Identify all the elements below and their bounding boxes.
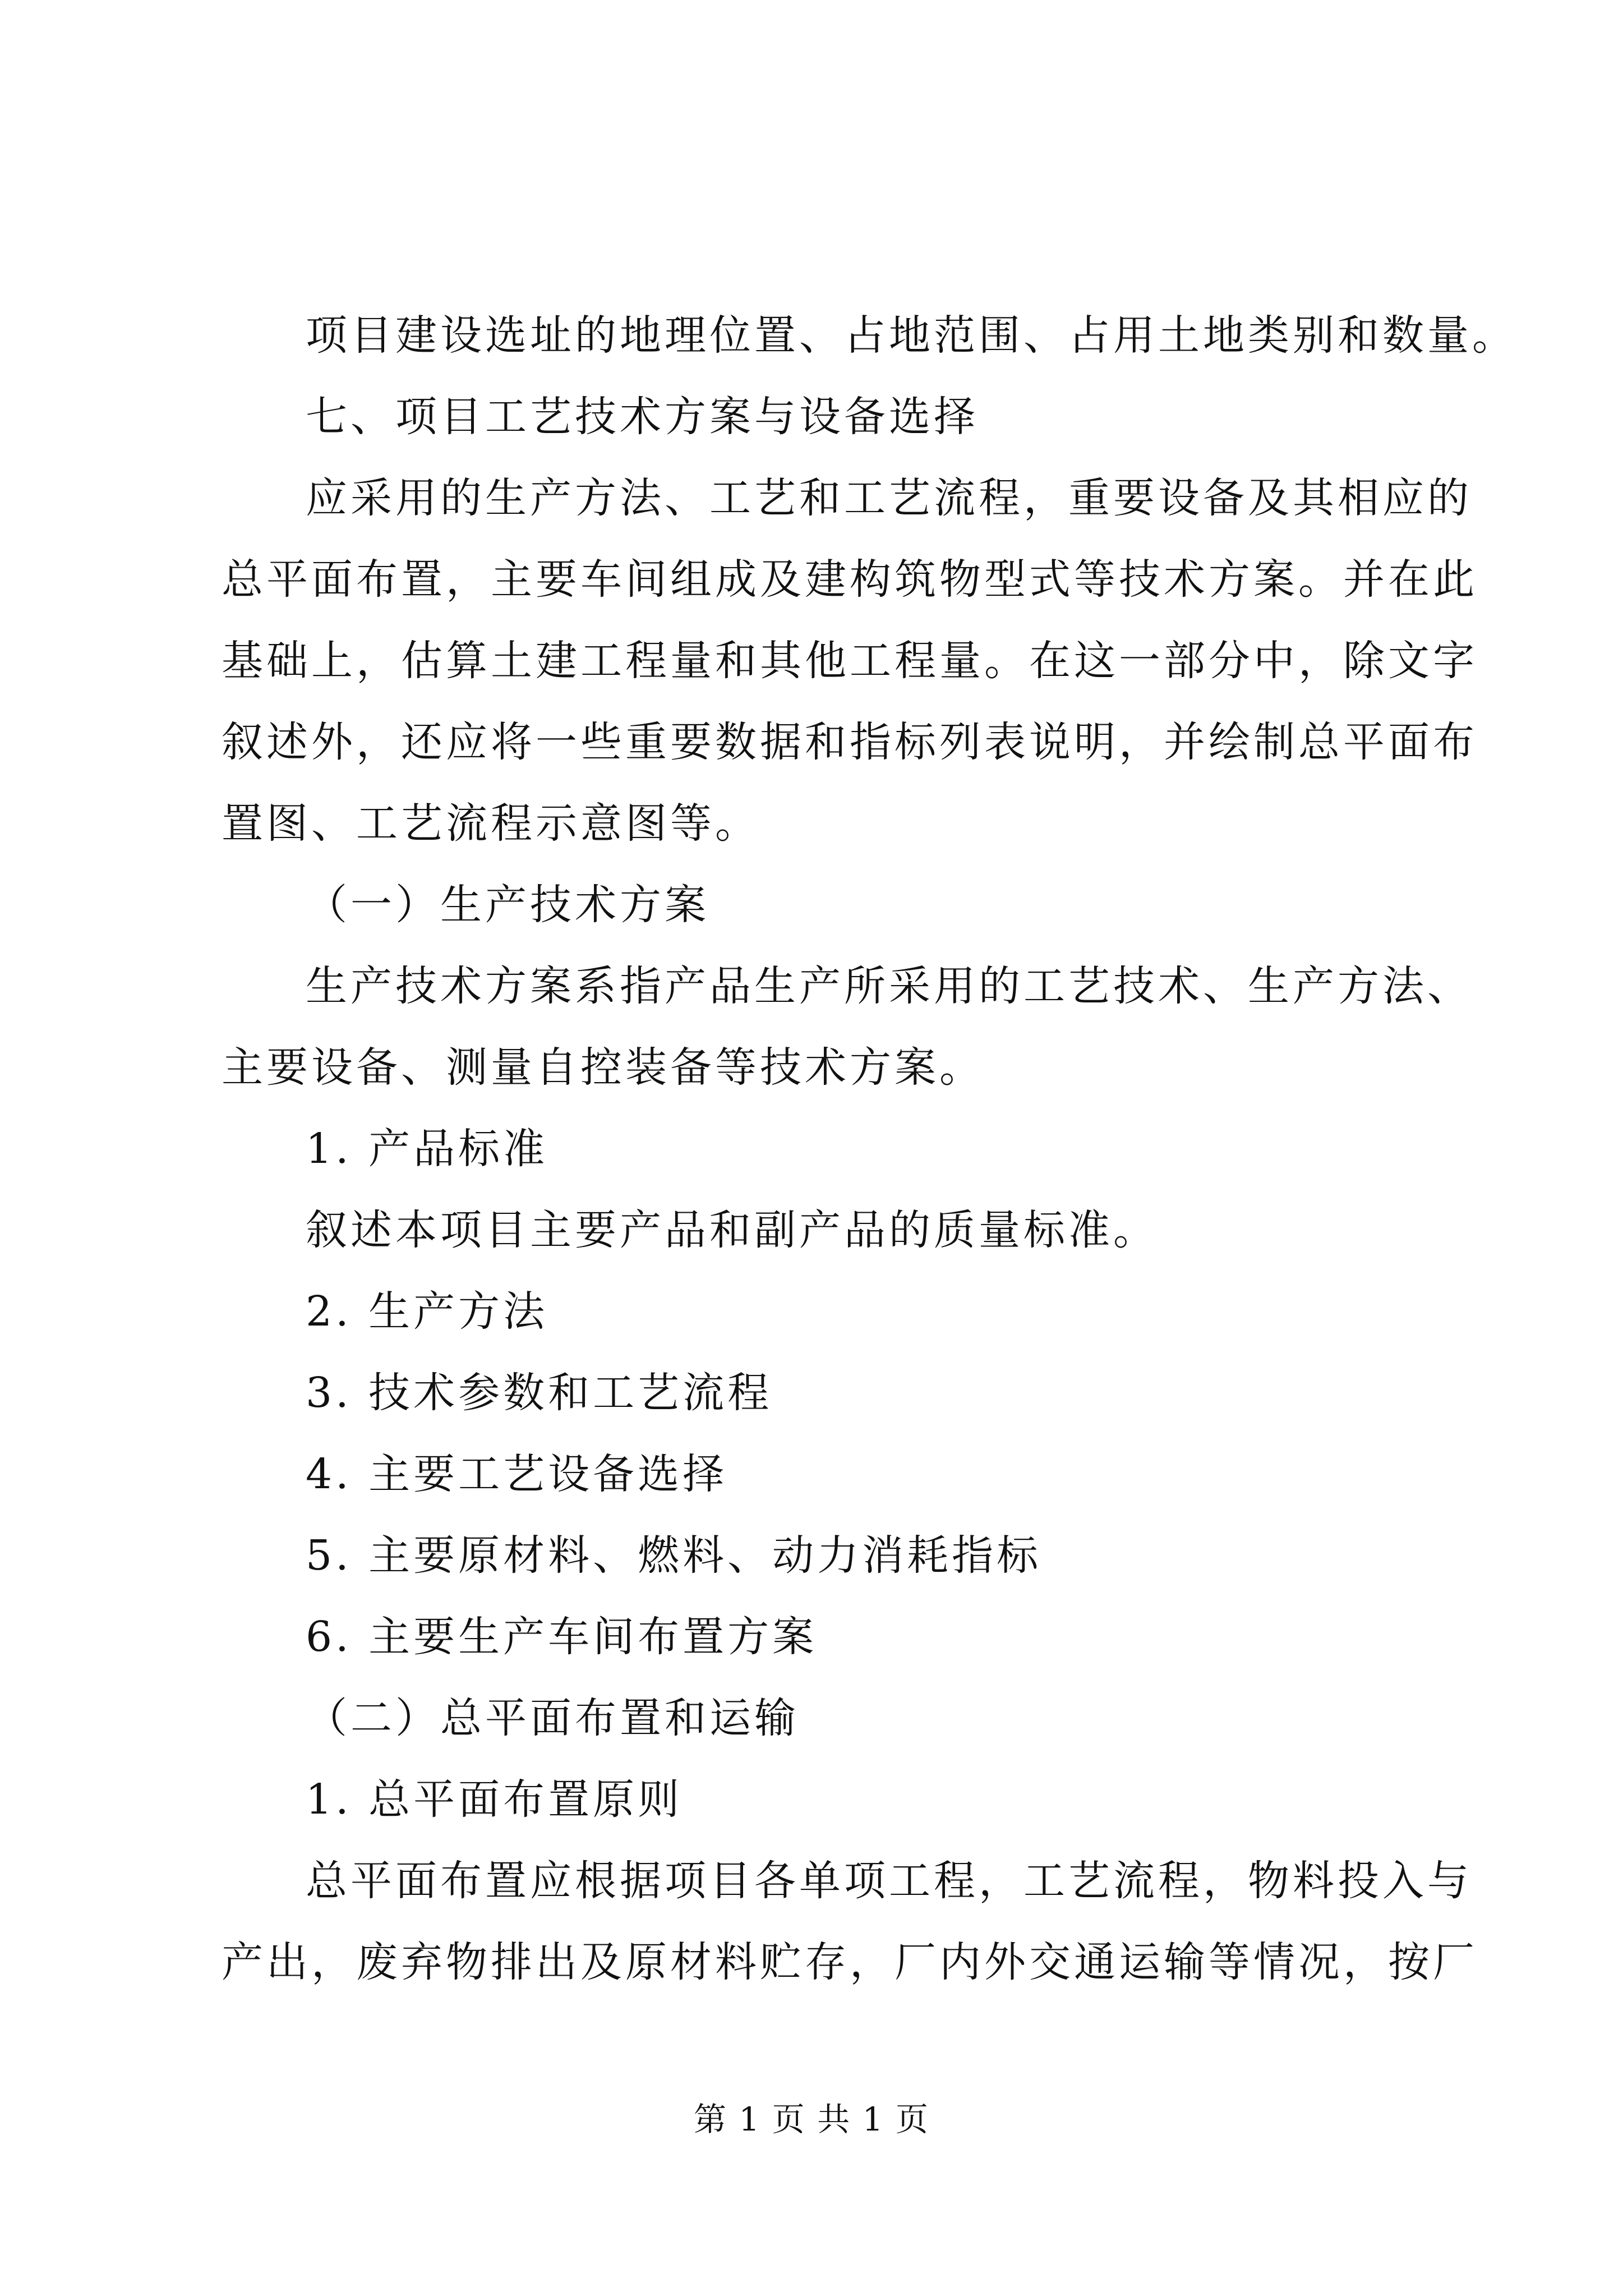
- body-line: 生产技术方案系指产品生产所采用的工艺技术、生产方法、: [306, 962, 1472, 1010]
- body-line: 产出，废弃物排出及原材料贮存，厂内外交通运输等情况，按厂: [222, 1938, 1478, 1986]
- body-line: 项目建设选址的地理位置、占地范围、占用土地类别和数量。: [306, 311, 1517, 360]
- numbered-item: 6. 主要生产车间布置方案: [306, 1613, 818, 1661]
- numbered-item: 2. 生产方法: [306, 1287, 548, 1336]
- body-line: 置图、工艺流程示意图等。: [222, 799, 760, 848]
- body-line: 主要设备、测量自控装备等技术方案。: [222, 1043, 984, 1092]
- body-line: 叙述本项目主要产品和副产品的质量标准。: [306, 1206, 1158, 1254]
- numbered-item: 1. 总平面布置原则: [306, 1775, 683, 1824]
- numbered-item: 5. 主要原材料、燃料、动力消耗指标: [306, 1531, 1042, 1580]
- numbered-item: 3. 技术参数和工艺流程: [306, 1369, 773, 1417]
- numbered-item: 1. 产品标准: [306, 1125, 548, 1173]
- body-line: 总平面布置应根据项目各单项工程，工艺流程，物料投入与: [306, 1857, 1472, 1905]
- page-footer: 第 1 页 共 1 页: [694, 2100, 929, 2138]
- numbered-item: 4. 主要工艺设备选择: [306, 1450, 728, 1498]
- body-line: 叙述外，还应将一些重要数据和指标列表说明，并绘制总平面布: [222, 718, 1478, 766]
- subsection-heading: （一）生产技术方案: [306, 881, 709, 929]
- section-heading: 七、项目工艺技术方案与设备选择: [306, 393, 979, 441]
- body-line: 总平面布置，主要车间组成及建构筑物型式等技术方案。并在此: [222, 555, 1478, 604]
- body-line: 基础上，估算土建工程量和其他工程量。在这一部分中，除文字: [222, 637, 1478, 685]
- subsection-heading: （二）总平面布置和运输: [306, 1694, 799, 1742]
- body-line: 应采用的生产方法、工艺和工艺流程，重要设备及其相应的: [306, 474, 1472, 522]
